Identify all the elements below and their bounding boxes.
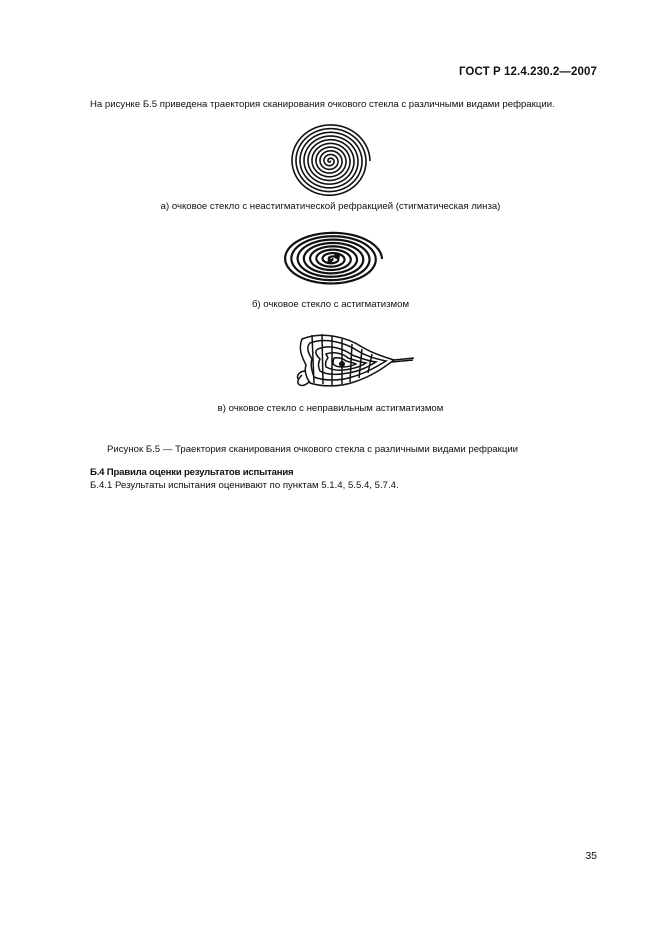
figure-b-ellipse	[280, 230, 384, 288]
irregular-outline	[297, 334, 414, 386]
page-number: 35	[585, 850, 597, 862]
figure-a-caption: а) очковое стекло с неастигматической рефракцией (стигматическая линза)	[160, 201, 501, 212]
spiral-b-dot	[328, 259, 333, 264]
document-code-header: ГОСТ Р 12.4.230.2—2007	[458, 66, 597, 78]
spiral-b-dot	[334, 253, 340, 259]
section-heading: Б.4 Правила оценки результатов испытания	[90, 467, 294, 478]
figure-b-caption: б) очковое стекло с астигматизмом	[251, 299, 410, 310]
figure-c-caption: в) очковое стекло с неправильным астигматизмом	[217, 403, 444, 414]
figure-a-spiral	[288, 122, 372, 200]
section-clause: Б.4.1 Результаты испытания оценивают по пунктам 5.1.4, 5.5.4, 5.7.4.	[90, 480, 399, 491]
irregular-center-dot	[339, 361, 345, 367]
spiral-a-path	[292, 125, 370, 195]
figure-c-irregular	[292, 327, 416, 391]
spiral-b-path	[285, 233, 382, 284]
intro-paragraph: На рисунке Б.5 приведена траектория сканирования очкового стекла с различными видами рефракции.	[90, 99, 555, 110]
figure-title: Рисунок Б.5 — Траектория сканирования очкового стекла с различными видами рефракции	[107, 444, 519, 455]
